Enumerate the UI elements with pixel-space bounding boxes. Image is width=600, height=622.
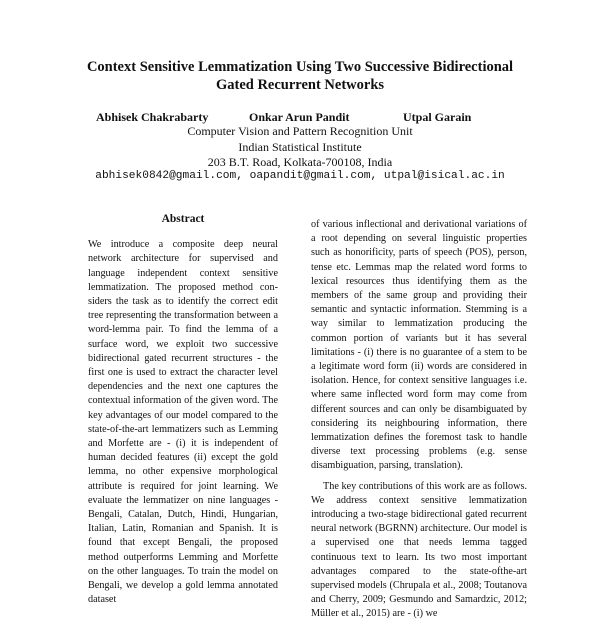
author-emails: abhisek0842@gmail.com, oapandit@gmail.com, utpal@isical.ac.in bbox=[95, 170, 505, 182]
author-3: Utpal Garain bbox=[403, 110, 472, 124]
abstract-heading: Abstract bbox=[161, 213, 205, 225]
left-column bbox=[88, 212, 278, 607]
affiliation-line-1: Computer Vision and Pattern Recognition Unit bbox=[187, 124, 413, 138]
right-column bbox=[311, 218, 527, 622]
author-1: Abhisek Chakrabarty bbox=[96, 110, 209, 124]
affiliation-line-2: Indian Statistical Institute bbox=[238, 139, 362, 154]
title-line-1: Context Sensitive Lemmatization Using Two Successive Bidirectional bbox=[86, 59, 514, 75]
author-2: Onkar Arun Pandit bbox=[249, 110, 350, 124]
title-line-2: Gated Recurrent Networks bbox=[215, 77, 385, 93]
intro-paragraph-2: The key contributions of this work are as follows. We address context sensitive lemmatization introducing a two-stage bidirectional gated recurrent neural network (BGRNN) architecture. Our model is a supervised one that needs lemma tagged continuous text to learn. Its two most important advantages compared to the state-ofthe-art supervised models (Chrupala et al., 2008; Toutanova and Cherry, 2009; Gesmundo and Samardzic, 2012; Müller et al., 2015) are - (i) we bbox=[311, 480, 527, 620]
abstract-text: We introduce a composite deep neural network architecture for supervised and language independent context sensitive lemmatization. The proposed method considers the task as to identify the correct edit tree representing the transformation between a word-lemma pair. To find the lemma of a surface word, we exploit two successive bidirectional gated recurrent structures - the first one is used to extract the character level dependencies and the next one captures the contextual information of the given word. The key advantages of our model compared to the state-of-the-art lemmatizers such as Lemming and Morfette are - (i) it is independent of human decided features (ii) except the gold lemma, no other expensive morphological attribute is required for joint learning. We evaluate the lemmatizer on nine languages - Bengali, Catalan, Dutch, Hindi, Hungarian, Italian, Latin, Romanian and Spanish. It is found that except Bengali, the proposed method outperforms Lemming and Morfette on the other languages. To train the model on Bengali, we develop a gold lemma annotated dataset bbox=[88, 239, 278, 606]
paper-title bbox=[0, 58, 600, 94]
affiliation-line-3: 203 B.T. Road, Kolkata-700108, India bbox=[207, 155, 393, 169]
intro-paragraph-1: of various inflectional and derivational variations of a root depending on several linguistic properties such as honorificity, parts of speech (POS), person, tense etc. Lemmas map the related word forms to lexical resources thus identifying them as the members of the same group and providing their semantic and syntactic information. Stemming is a way similar to lemmatization producing the common portion of variants but it has several limitations - (i) there is no guarantee of a stem to be a legitimate word form (ii) words are considered in isolation. Hence, for context sensitive languages i.e. where same inflected word form may come from different sources and can only be disambiguated by considering its neighbouring information, there lemmatization defines the foremost task to handle diverse text processing problems (e.g. sense disambiguation, parsing, translation). bbox=[311, 219, 527, 472]
affiliation-block bbox=[0, 124, 600, 171]
